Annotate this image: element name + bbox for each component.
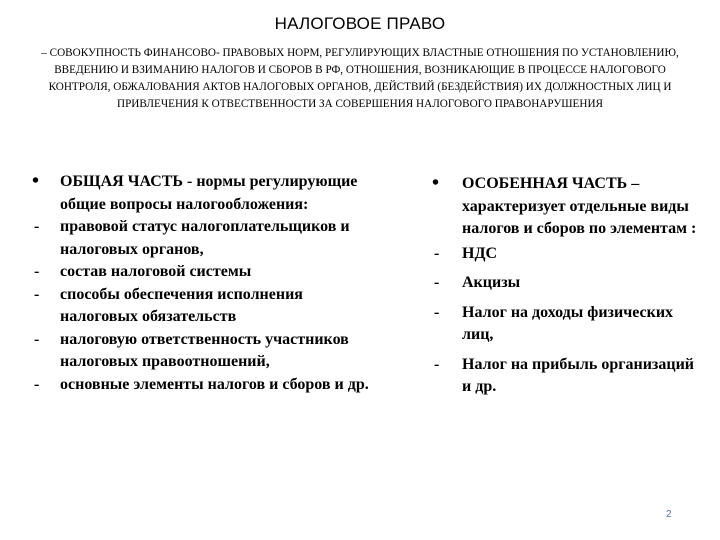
- list-item-text: состав налоговой системы: [60, 263, 252, 280]
- bullet-icon: •: [432, 172, 440, 194]
- page-number: 2: [666, 509, 672, 520]
- dash-icon: -: [34, 218, 40, 235]
- list-item: [32, 329, 382, 374]
- list-item: [32, 261, 382, 284]
- list-item-text: правовой статус налогоплательщиков и налоговых органов,: [60, 218, 350, 258]
- list-item: [432, 302, 702, 347]
- slide-title: НАЛОГОВОЕ ПРАВО: [274, 14, 446, 33]
- dash-icon: -: [34, 330, 40, 348]
- general-part-heading-item: [32, 171, 382, 216]
- list-item-text: налоговую ответственность участников налоговых правоотношений,: [60, 330, 349, 370]
- list-item: [432, 272, 702, 295]
- list-item-text: способы обеспечения исполнения налоговых обязательств: [60, 285, 303, 325]
- special-part-column: [432, 173, 702, 399]
- dash-icon: -: [34, 375, 40, 393]
- definition-text: – СОВОКУПНОСТЬ ФИНАНСОВО- ПРАВОВЫХ НОРМ, РЕГУЛИРУЮЩИХ ВЛАСТНЫЕ ОТНОШЕНИЯ ПО УСТАНОВЛЕНИЮ, ВВЕДЕНИЮ И ВЗИМАНИЮ НАЛОГОВ И СБОРОВ В РФ, ОТНОШЕНИЯ, ВОЗНИКАЮЩИЕ В ПРОЦЕССЕ НАЛОГОВОГО КОНТРОЛЯ, ОБЖАЛОВАНИЯ АКТОВ НАЛОГОВЫХ ОРГАНОВ, ДЕЙСТВИЙ (БЕЗДЕЙСТВИЯ) ИХ ДОЛЖНОСТНЫХ ЛИЦ И ПРИВЛЕЧЕНИЯ К ОТВЕСТВЕННОСТИ ЗА СОВЕРШЕНИЯ НАЛОГОВОГО ПРАВОНАРУШЕНИЯ: [41, 47, 679, 110]
- list-item: [32, 374, 382, 397]
- list-item-text: Акцизы: [462, 274, 521, 291]
- list-item-text: НДС: [462, 244, 498, 262]
- list-item: [32, 216, 382, 261]
- dash-icon: -: [434, 244, 440, 262]
- list-item-text: Налог на прибыль организаций и др.: [462, 355, 694, 395]
- dash-icon: -: [34, 285, 40, 303]
- list-item: [432, 243, 702, 266]
- general-part-heading: ОБЩАЯ ЧАСТЬ - нормы регулирующие общие вопросы налогообложения:: [60, 173, 358, 213]
- dash-icon: -: [434, 303, 440, 321]
- dash-icon: -: [434, 274, 440, 291]
- general-part-column: [32, 171, 382, 396]
- dash-icon: -: [434, 355, 440, 373]
- list-item: [32, 284, 382, 329]
- bullet-icon: •: [32, 170, 40, 192]
- special-part-heading-item: [432, 173, 702, 241]
- list-item-text: Налог на доходы физических лиц,: [462, 303, 674, 343]
- dash-icon: -: [34, 263, 40, 280]
- list-item-text: основные элементы налогов и сборов и др.: [60, 375, 369, 393]
- list-item: [432, 354, 702, 399]
- special-part-heading: ОСОБЕННАЯ ЧАСТЬ – характеризует отдельные виды налогов и сборов по элементам :: [462, 175, 697, 237]
